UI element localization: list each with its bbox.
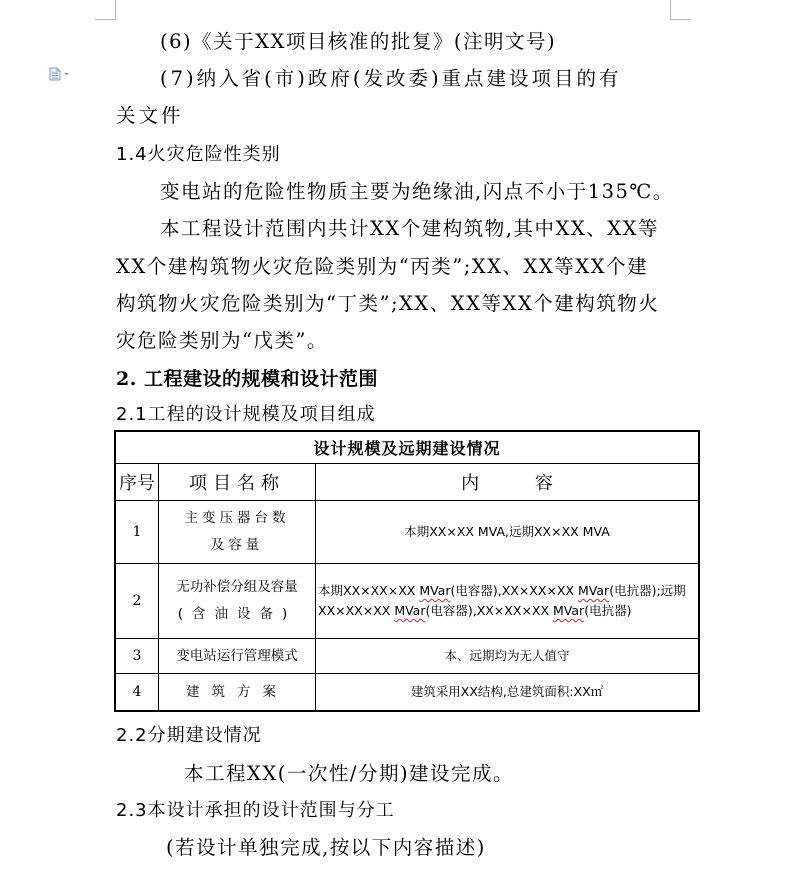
paragraph-item-7: (7)纳入省(市)政府(发改委)重点建设项目的有	[160, 67, 622, 90]
content-unit-mvar: MVar	[394, 603, 426, 618]
row-content: 本、远期均为无人值守	[316, 639, 700, 674]
row-name	[159, 501, 316, 564]
content-unit-mvar: MVar	[553, 603, 585, 618]
row-no: 3	[115, 639, 159, 674]
paragraph-fire-material: 变电站的危险性物质主要为绝缘油,闪点不小于135℃。	[160, 180, 674, 203]
crop-mark-left-vertical	[115, 0, 116, 20]
row-name: 变电站运行管理模式	[159, 639, 316, 674]
content-text: 本期XX×XX×XX	[318, 583, 420, 598]
table-row	[115, 639, 699, 674]
row-no: 4	[115, 674, 159, 712]
row-content: 本期XX×XX MVA,远期XX×XX MVA	[316, 501, 700, 564]
heading-2-1: 2.1工程的设计规模及项目组成	[116, 404, 376, 425]
header-no: 序号	[115, 464, 159, 501]
row-no: 2	[115, 564, 159, 639]
crop-mark-right-horizontal	[670, 19, 691, 20]
row-name-line: 及容量	[210, 537, 264, 553]
content-text: (电抗器)	[584, 603, 632, 618]
heading-2-2: 2.2分期建设情况	[116, 725, 262, 746]
content-text: (电容器),XX×XX×XX	[425, 603, 554, 618]
crop-mark-left-horizontal	[95, 19, 116, 20]
table-row	[115, 501, 699, 564]
row-name-line: 无功补偿分组及容量	[176, 579, 298, 595]
paragraph-scope-note: (若设计单独完成,按以下内容描述)	[166, 836, 486, 859]
row-no: 1	[115, 501, 159, 564]
paragraph-item-7-continued: 关文件	[116, 104, 184, 127]
paragraph-fire-classes: 本工程设计范围内共计XX个建构筑物,其中XX、XX等	[160, 217, 659, 240]
paragraph-fire-classes-line2: XX个建构筑物火灾危险类别为“丙类”;XX、XX等XX个建	[116, 255, 649, 278]
heading-2: 2. 工程建设的规模和设计范围	[116, 368, 378, 390]
document-nav-icon[interactable]	[48, 66, 76, 80]
row-name-line: 主变压器台数	[184, 510, 290, 526]
row-content: 建筑采用XX结构,总建筑面积:XX㎡	[316, 674, 700, 712]
table-row	[115, 564, 699, 639]
paragraph-fire-classes-line4: 灾危险类别为“戊类”。	[116, 329, 328, 352]
row-name	[159, 564, 316, 639]
paragraph-phase: 本工程XX(一次性/分期)建设完成。	[184, 762, 515, 785]
row-name: 建筑方案	[159, 674, 316, 712]
content-text: (电抗器);远期XX×XX×XX	[318, 583, 686, 618]
table-header-row	[115, 464, 699, 501]
heading-2-3: 2.3本设计承担的设计范围与分工	[116, 800, 395, 821]
table-caption: 设计规模及远期建设情况	[115, 431, 699, 464]
content-unit-mvar: MVar	[578, 583, 610, 598]
table-row	[115, 674, 699, 712]
header-content: 内 容	[316, 464, 700, 501]
row-content	[316, 564, 700, 639]
paragraph-item-6: (6)《关于XX项目核准的批复》(注明文号)	[160, 30, 557, 53]
crop-mark-right-vertical	[670, 0, 671, 20]
content-text: (电容器),XX×XX×XX	[450, 583, 579, 598]
paragraph-fire-classes-line3: 构筑物火灾危险类别为“丁类”;XX、XX等XX个建构筑物火	[116, 292, 660, 315]
header-name: 项目名称	[159, 464, 316, 501]
heading-1-4: 1.4火灾危险性类别	[116, 144, 281, 165]
content-unit-mvar: MVar	[419, 583, 451, 598]
design-scale-table	[114, 430, 700, 712]
row-name-line: (含油设备)	[177, 606, 297, 622]
